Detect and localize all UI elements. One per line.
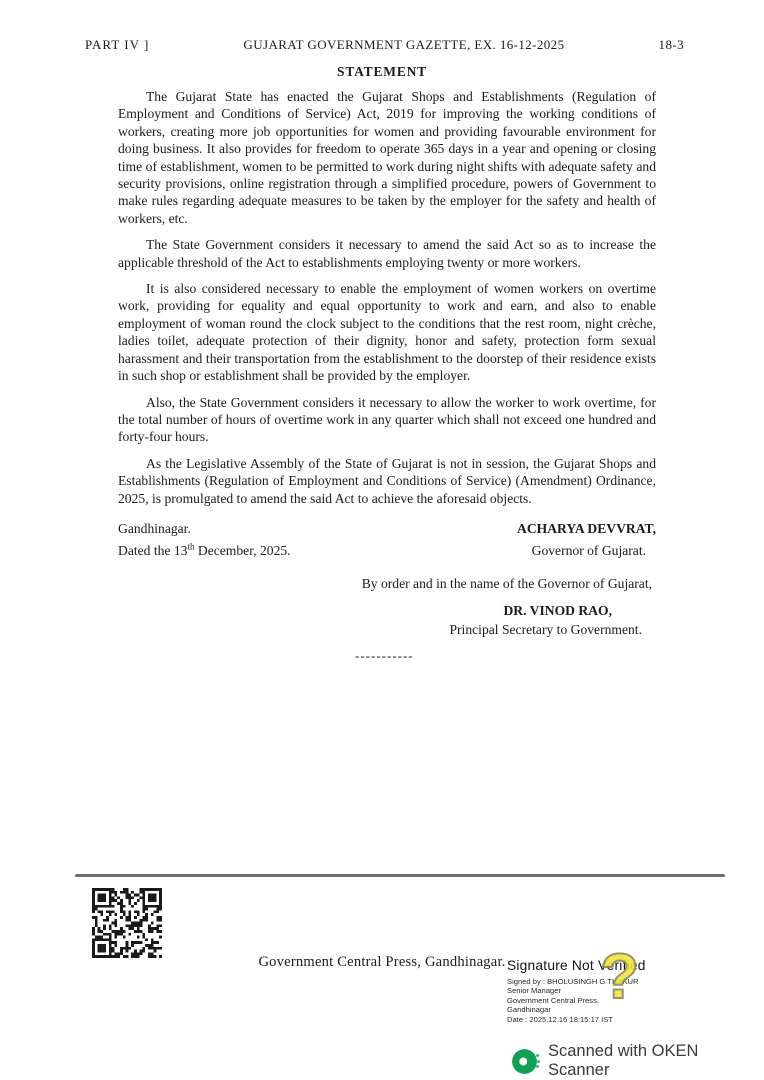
paragraph: As the Legislative Assembly of the State of Gujarat is not in session, the Gujarat Shops and Establishments (Regulation of Employment and Conditions of Service) (Amendment) Ordinance, 2025, is promulgated to amend the said Act to achieve the aforesaid objects. — [118, 455, 656, 506]
stamp-designation: Senior Manager — [507, 986, 562, 996]
signature-question-mark-icon: ? — [600, 940, 640, 1012]
page-number: 18-3 — [658, 37, 684, 52]
paragraph: The State Government considers it necessary to amend the said Act so as to increase the applicable threshold of the Act to establishments employing twenty or more workers. — [118, 237, 656, 270]
governor-name: ACHARYA DEVVRAT, — [517, 520, 656, 536]
statement-body — [118, 88, 656, 664]
scanner-text: Scanned with OKEN Scanner — [548, 1042, 699, 1079]
date-label: Dated the 13th December, 2025. — [118, 541, 291, 559]
governor-title: Governor of Gujarat. — [531, 543, 646, 559]
stamp-details — [507, 977, 672, 1024]
signature-row — [118, 520, 656, 537]
part-label: PART IV ] — [85, 37, 150, 52]
page-header — [85, 37, 684, 53]
oken-scanner-icon — [512, 1049, 537, 1074]
stamp-signed-by: Signed by : BHOLUSINGH G THAKUR — [507, 977, 639, 986]
footer-divider — [75, 874, 725, 877]
paragraph: The Gujarat State has enacted the Gujarat Shops and Establishments (Regulation of Employment and Conditions of Service) Act, 2019 for improving the working conditions of workers, creating more job opportunities for women and providing favourable environment for doing business. It also provides for freedom to operate 365 days in a year and opening or closing time of establishment, women to be permitted to work during night shifts with adequate safety and security provisions, online registration through a simplified procedure, powers of Government to make rules regarding adequate measures to be taken by the employer for the safety and health of workers, etc. — [118, 89, 656, 226]
stamp-headline: Signature Not Verified — [507, 958, 646, 973]
secretary-name: DR. VINOD RAO, — [503, 603, 612, 619]
qr-code-icon — [92, 888, 162, 958]
press-imprint: Government Central Press, Gandhinagar. — [258, 954, 506, 970]
gazette-title: GUJARAT GOVERNMENT GAZETTE, EX. 16-12-2025 — [243, 37, 565, 52]
digital-signature-stamp — [507, 958, 672, 1024]
paragraph: Also, the State Government considers it necessary to allow the worker to work overtime, for the total number of hours of overtime work in any quarter which shall not exceed one hundred and forty-four hours. — [118, 394, 656, 445]
place-label: Gandhinagar. — [118, 520, 191, 536]
stamp-org: Government Central Press, — [507, 995, 600, 1005]
stamp-place: Gandhinagar — [507, 1005, 551, 1015]
secretary-title: Principal Secretary to Government. — [449, 621, 642, 637]
by-order-line: By order and in the name of the Governor of Gujarat, — [361, 575, 652, 591]
end-dashes: ----------- — [355, 647, 414, 663]
statement-title: STATEMENT — [337, 64, 427, 79]
scanner-footer — [512, 1042, 764, 1080]
signature-row — [118, 542, 656, 559]
stamp-date: Date : 2025.12.16 18:15:17 IST — [507, 1014, 613, 1024]
paragraph: It is also considered necessary to enable the employment of women workers on overtime work, providing for equality and equal opportunity to work and earn, and also to enable employment of woman round the clock subject to the conditions that the rest room, night crèche, ladies toilet, adequate protection of their dignity, honor and safety, protection form sexual harassment and their transportation from the establishment to the doorstep of their residence exists in such shop or establishment shall be provided by the employer. — [118, 281, 656, 384]
